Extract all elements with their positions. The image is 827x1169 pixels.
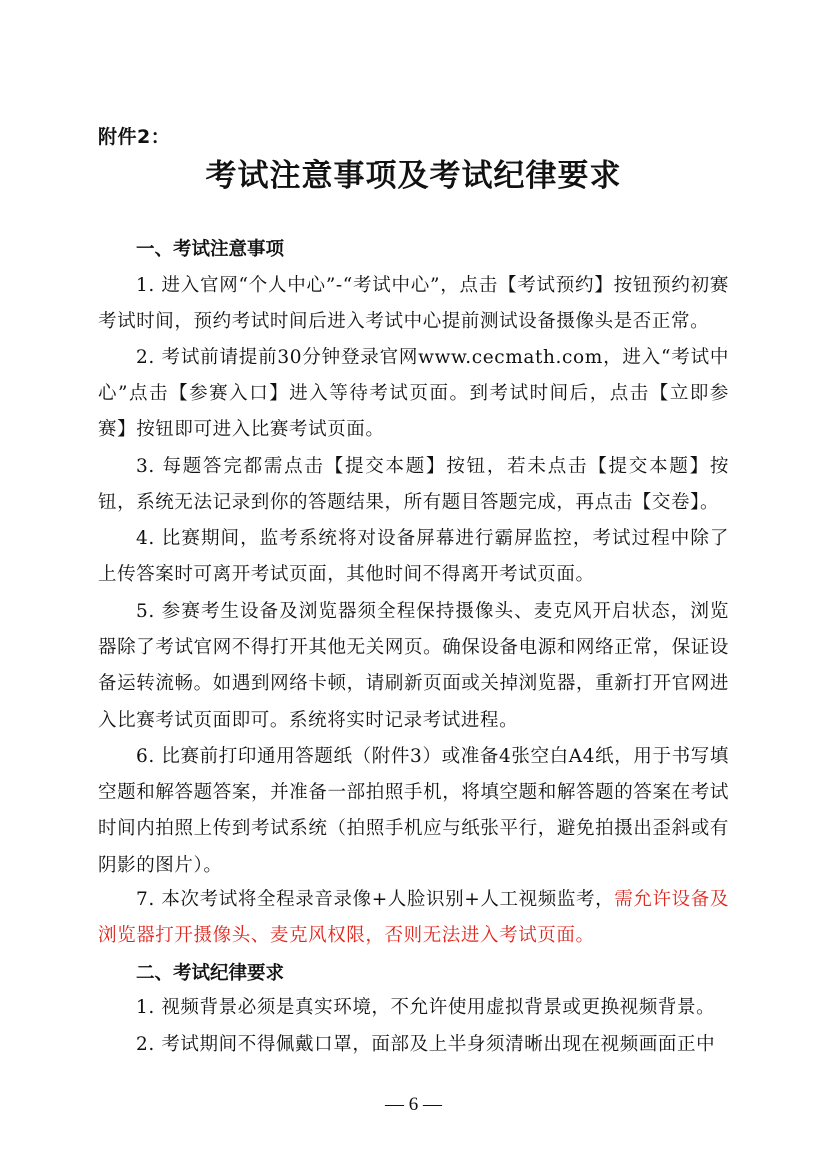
- page-number: — 6 —: [385, 1094, 442, 1115]
- list-item: 4. 比赛期间，监考系统将对设备屏幕进行霸屏监控，考试过程中除了上传答案时可离开考试页面，其他时间不得离开考试页面。: [98, 528, 729, 586]
- list-item: [98, 882, 729, 954]
- page-title: 考试注意事项及考试纪律要求: [205, 158, 622, 194]
- list-item: 5. 参赛考生设备及浏览器须全程保持摄像头、麦克风开启状态，浏览器除了考试官网不得打开其他无关网页。确保设备电源和网络正常，保证设备运转流畅。如遇到网络卡顿，请刷新页面或关掉浏览器，重新打开官网进入比赛考试页面即可。系统将实时记录考试进程。: [98, 601, 729, 731]
- list-item: 2. 考试期间不得佩戴口罩，面部及上半身须清晰出现在视频画面正中: [136, 1034, 716, 1055]
- section-heading-precautions: 一、考试注意事项: [136, 239, 285, 260]
- item7-normal-text: 7. 本次考试将全程录音录像+人脸识别+人工视频监考，: [136, 889, 615, 910]
- list-item: 6. 比赛前打印通用答题纸（附件3）或准备4张空白A4纸，用于书写填空题和解答题答案，并准备一部拍照手机，将填空题和解答题的答案在考试时间内拍照上传到考试系统（拍照手机应与纸张平行，避免拍摄出歪斜或有阴影的图片）。: [98, 746, 729, 876]
- section-heading-discipline: 二、考试纪律要求: [136, 963, 285, 984]
- list-item: 1. 视频背景必须是真实环境，不允许使用虚拟背景或更换视频背景。: [136, 997, 716, 1018]
- list-item: 3. 每题答完都需点击【提交本题】按钮，若未点击【提交本题】按钮，系统无法记录到你的答题结果，所有题目答题完成，再点击【交卷】。: [98, 456, 729, 514]
- list-item: 1. 进入官网“个人中心”-“考试中心”，点击【考试预约】按钮预约初赛考试时间，预约考试时间后进入考试中心提前测试设备摄像头是否正常。: [98, 275, 729, 333]
- attachment-label: 附件2：: [98, 126, 171, 148]
- list-item: 2. 考试前请提前30分钟登录官网www.cecmath.com，进入“考试中心”点击【参赛入口】进入等待考试页面。到考试时间后，点击【立即参赛】按钮即可进入比赛考试页面。: [98, 347, 729, 441]
- item7-warning-text: 需允许设备及浏览器打开摄像头、麦克风权限，否则无法进入考试页面。: [98, 889, 729, 947]
